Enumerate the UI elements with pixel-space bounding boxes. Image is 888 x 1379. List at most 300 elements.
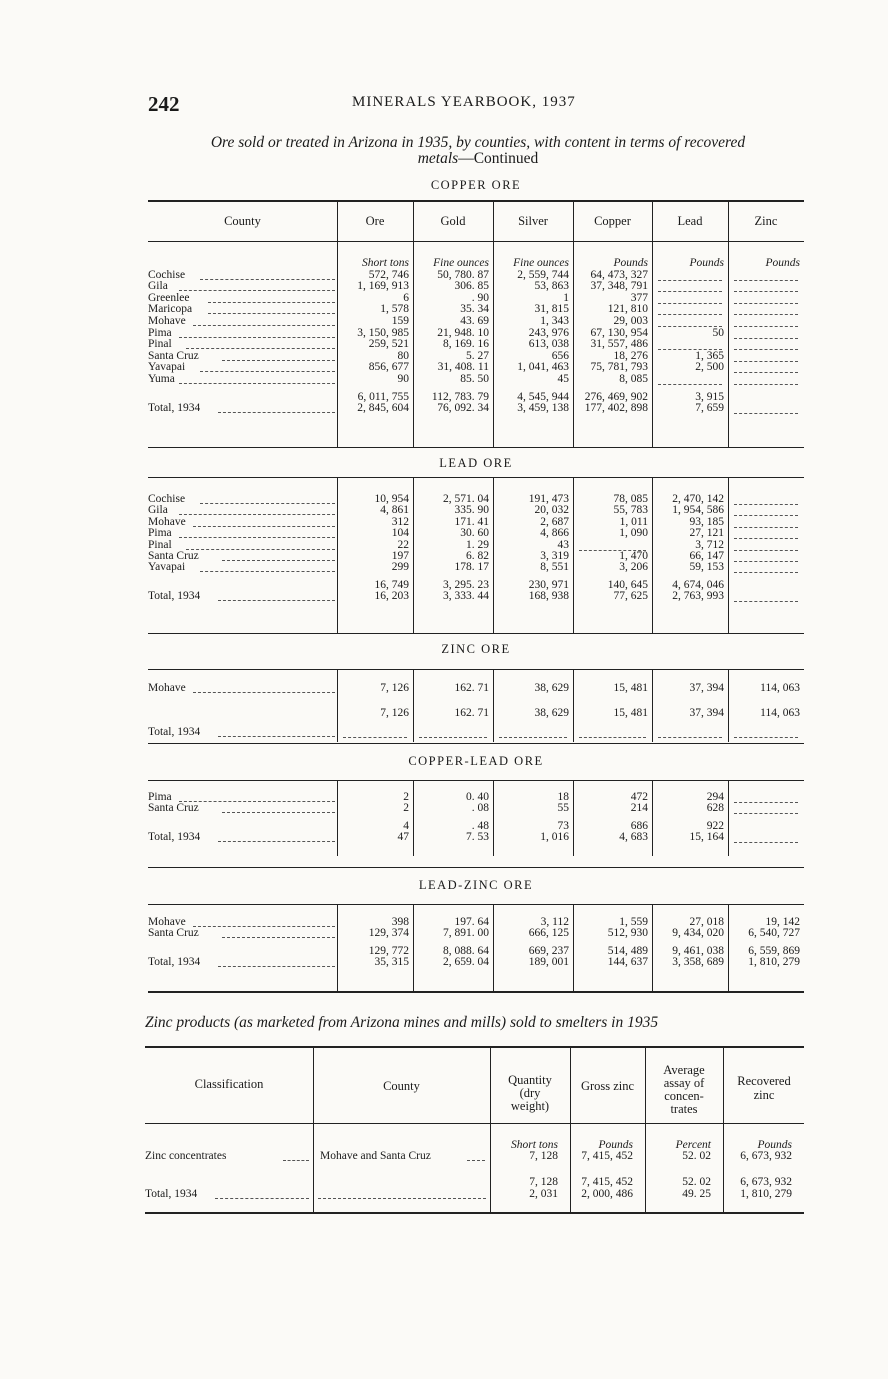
empty-cell-leader bbox=[734, 572, 798, 573]
total-1934-cell: 3, 459, 138 bbox=[517, 402, 569, 415]
column-divider bbox=[728, 904, 729, 992]
data-cell: 7, 128 bbox=[529, 1150, 558, 1162]
data-cell: 1, 559 bbox=[619, 916, 648, 928]
column-divider bbox=[728, 780, 729, 856]
empty-cell-leader bbox=[499, 737, 567, 738]
data-cell: 472 bbox=[630, 791, 648, 803]
column-divider bbox=[652, 477, 653, 633]
table-rule bbox=[148, 241, 804, 242]
county-name: Pima bbox=[148, 528, 172, 540]
table-title-italic: metals bbox=[417, 150, 459, 167]
data-cell: 2, 571. 04 bbox=[443, 493, 489, 505]
data-cell: 1, 365 bbox=[695, 349, 724, 362]
empty-cell-leader bbox=[343, 737, 407, 738]
empty-cell-leader bbox=[658, 303, 722, 304]
column-divider bbox=[413, 904, 414, 992]
data-cell: 3, 712 bbox=[695, 538, 724, 551]
empty-cell-leader bbox=[658, 291, 722, 292]
total-1934-cell: 2, 659. 04 bbox=[443, 956, 489, 969]
total-1934-cell: 168, 938 bbox=[528, 590, 569, 603]
total-1934-cell: 76, 092. 34 bbox=[437, 402, 489, 415]
total-1934-cell: 35, 315 bbox=[374, 956, 409, 969]
column-divider bbox=[337, 669, 338, 742]
total-1934-cell: 1, 016 bbox=[540, 831, 569, 844]
data-cell: 159 bbox=[391, 315, 409, 327]
total-1934-cell: 3, 358, 689 bbox=[672, 956, 724, 969]
county-name: Mohave bbox=[148, 683, 186, 694]
unit-label: Short tons bbox=[362, 257, 409, 269]
data-cell: 178. 17 bbox=[454, 561, 489, 574]
total-cell: 38, 629 bbox=[534, 707, 569, 719]
empty-cell-leader bbox=[734, 550, 798, 551]
total-cell: 162. 71 bbox=[454, 707, 489, 719]
data-cell: 29, 003 bbox=[613, 315, 648, 327]
unit-label: Fine ounces bbox=[513, 257, 569, 269]
section-title-copper: COPPER ORE bbox=[430, 178, 522, 192]
county-name: Mohave bbox=[148, 917, 186, 928]
column-divider bbox=[413, 200, 414, 448]
total-1934-cell: 16, 203 bbox=[374, 590, 409, 603]
county-name: Santa Cruz bbox=[148, 350, 199, 362]
row-leader bbox=[215, 1198, 309, 1199]
row-leader bbox=[208, 313, 335, 314]
data-cell: 59, 153 bbox=[689, 561, 724, 574]
data-cell: 2 bbox=[403, 802, 409, 815]
table-rule bbox=[148, 780, 804, 781]
data-cell: 93, 185 bbox=[689, 515, 724, 528]
empty-cell-leader bbox=[734, 515, 798, 516]
column-divider bbox=[573, 200, 574, 448]
total-1934-label: Total, 1934 bbox=[148, 403, 201, 415]
row-leader bbox=[200, 279, 335, 280]
total-1934-cell: 7. 53 bbox=[466, 831, 489, 844]
empty-cell-leader bbox=[734, 413, 798, 414]
data-cell: 294 bbox=[706, 791, 724, 803]
total-cell: 4 bbox=[403, 819, 409, 832]
data-cell: 121, 810 bbox=[607, 303, 648, 316]
data-cell: 377 bbox=[630, 291, 648, 304]
data-cell: 50, 780. 87 bbox=[437, 268, 489, 281]
empty-cell-leader bbox=[658, 384, 722, 385]
county-name: Gila bbox=[148, 281, 168, 293]
county-name: Santa Cruz bbox=[148, 928, 199, 940]
column-divider bbox=[337, 904, 338, 992]
column-divider bbox=[652, 904, 653, 992]
county-name: Yavapai bbox=[148, 362, 186, 374]
total-1934-label: Total, 1934 bbox=[148, 727, 201, 738]
unit-label: Pounds bbox=[765, 257, 800, 269]
data-cell: 30. 60 bbox=[460, 527, 489, 540]
data-cell: 4, 866 bbox=[540, 527, 569, 540]
row-leader bbox=[193, 526, 335, 527]
empty-cell-leader bbox=[734, 601, 798, 602]
column-divider bbox=[413, 477, 414, 633]
section-title-zinc: ZINC ORE bbox=[441, 642, 511, 656]
column-divider bbox=[573, 904, 574, 992]
data-cell: 104 bbox=[391, 527, 409, 540]
table-rule bbox=[148, 904, 804, 905]
table-title-line2 bbox=[148, 150, 808, 168]
column-divider bbox=[573, 669, 574, 742]
total-cell: 3, 295. 23 bbox=[443, 578, 489, 591]
table-rule bbox=[145, 1046, 804, 1048]
column-divider bbox=[573, 780, 574, 856]
data-cell: 1, 954, 586 bbox=[672, 504, 724, 517]
column-divider bbox=[337, 477, 338, 633]
county-name: Pima bbox=[148, 327, 172, 339]
data-cell: 0. 40 bbox=[466, 791, 489, 803]
data-cell: 27, 018 bbox=[689, 916, 724, 928]
total-cell: 129, 772 bbox=[368, 944, 409, 957]
county-name: Cochise bbox=[148, 269, 186, 281]
empty-cell-leader bbox=[579, 737, 646, 738]
county-name: Yavapai bbox=[148, 562, 186, 574]
row-leader bbox=[200, 571, 335, 572]
data-cell: 53, 863 bbox=[534, 280, 569, 293]
data-cell: 572, 746 bbox=[368, 268, 409, 281]
column-divider bbox=[493, 780, 494, 856]
total-1934-cell: 1, 810, 279 bbox=[740, 1188, 792, 1200]
data-cell: 18, 276 bbox=[613, 349, 648, 362]
county-name: Cochise bbox=[148, 494, 186, 505]
total-cell: 114, 063 bbox=[760, 707, 800, 719]
row-leader bbox=[193, 926, 335, 927]
empty-cell-leader bbox=[734, 813, 798, 814]
column-divider bbox=[493, 200, 494, 448]
row-leader bbox=[186, 549, 335, 550]
table-rule bbox=[148, 669, 804, 670]
column-header-gross-zinc: Gross zinc bbox=[580, 1079, 635, 1093]
page-number: 242 bbox=[148, 92, 180, 116]
unit-label: Pounds bbox=[757, 1139, 792, 1151]
data-cell: 2, 687 bbox=[540, 515, 569, 528]
total-cell: 8, 088. 64 bbox=[443, 944, 489, 957]
table-rule bbox=[145, 1212, 804, 1214]
column-header-assay-line: Average bbox=[663, 1063, 705, 1077]
row-leader bbox=[179, 383, 335, 384]
column-header-silver: Silver bbox=[518, 214, 548, 228]
column-divider bbox=[313, 1046, 314, 1212]
row-leader bbox=[222, 560, 335, 561]
county-name: Mohave bbox=[148, 516, 186, 528]
empty-cell-leader bbox=[734, 372, 798, 373]
column-header-quantity-line: (dry bbox=[519, 1086, 541, 1100]
data-cell: 27, 121 bbox=[689, 527, 724, 540]
data-cell: 1, 578 bbox=[380, 303, 409, 316]
row-leader bbox=[200, 371, 335, 372]
table-title-line1: Ore sold or treated in Arizona in 1935, by counties, with content in terms of recovered bbox=[210, 134, 746, 151]
unit-label: Percent bbox=[675, 1139, 711, 1151]
column-divider bbox=[573, 477, 574, 633]
data-cell: 6, 673, 932 bbox=[740, 1150, 792, 1162]
total-cell: . 48 bbox=[471, 819, 489, 832]
data-cell: 31, 557, 486 bbox=[590, 338, 648, 351]
data-cell: . 90 bbox=[471, 291, 489, 304]
column-header-county: County bbox=[383, 1079, 420, 1093]
total-1934-cell: 2, 763, 993 bbox=[672, 590, 724, 603]
row-leader bbox=[283, 1160, 309, 1161]
table-rule bbox=[148, 633, 804, 634]
data-cell: 8, 169. 16 bbox=[443, 338, 489, 351]
column-divider bbox=[493, 669, 494, 742]
column-header-recovered-zinc-line: Recovered zinc bbox=[737, 1074, 791, 1102]
data-cell: 38, 629 bbox=[534, 682, 569, 694]
data-cell: 55 bbox=[557, 802, 569, 815]
empty-cell-leader bbox=[658, 280, 722, 281]
total-cell: 686 bbox=[630, 819, 648, 832]
total-cell: 15, 481 bbox=[613, 707, 648, 719]
data-cell: 43 bbox=[557, 538, 569, 551]
empty-cell-leader bbox=[734, 291, 798, 292]
row-leader bbox=[218, 736, 335, 737]
empty-cell-leader bbox=[734, 842, 798, 843]
empty-cell-leader bbox=[734, 384, 798, 385]
total-1934-cell: 2, 845, 604 bbox=[357, 402, 409, 415]
data-cell: 7, 891. 00 bbox=[443, 927, 489, 940]
data-cell: 129, 374 bbox=[368, 927, 409, 940]
unit-label: Pounds bbox=[598, 1139, 633, 1151]
row-leader bbox=[179, 337, 335, 338]
total-1934-cell: 189, 001 bbox=[528, 956, 569, 969]
data-cell: 37, 348, 791 bbox=[590, 280, 648, 293]
data-cell: 214 bbox=[630, 802, 648, 815]
data-cell: 85. 50 bbox=[460, 373, 489, 385]
total-1934-label: Total, 1934 bbox=[145, 1189, 198, 1200]
data-cell: 64, 473, 327 bbox=[590, 268, 648, 281]
data-cell: 1, 090 bbox=[619, 527, 648, 540]
unit-label: Fine ounces bbox=[433, 257, 489, 269]
data-cell: 55, 783 bbox=[613, 504, 648, 517]
data-cell: 31, 815 bbox=[534, 303, 569, 316]
row-leader bbox=[467, 1160, 485, 1161]
column-divider bbox=[728, 200, 729, 448]
section-title-lead: LEAD ORE bbox=[439, 456, 513, 470]
column-divider bbox=[652, 669, 653, 742]
data-cell: 259, 521 bbox=[368, 338, 409, 351]
county-name: Maricopa bbox=[148, 304, 193, 316]
data-cell: 306. 85 bbox=[454, 280, 489, 293]
total-cell: 276, 469, 902 bbox=[584, 390, 648, 403]
data-cell: 3, 319 bbox=[540, 550, 569, 562]
empty-cell-leader bbox=[734, 280, 798, 281]
column-divider bbox=[413, 669, 414, 742]
table-rule bbox=[148, 991, 804, 993]
data-cell: 90 bbox=[397, 373, 409, 385]
column-header-county: County bbox=[224, 214, 261, 228]
data-cell: 21, 948. 10 bbox=[437, 326, 489, 339]
data-cell: 20, 032 bbox=[534, 504, 569, 517]
total-cell: 4, 674, 046 bbox=[672, 578, 724, 591]
data-cell: 1, 169, 913 bbox=[357, 280, 409, 293]
total-cell: 6, 011, 755 bbox=[357, 390, 409, 403]
total-cell: 230, 971 bbox=[528, 578, 569, 591]
data-cell: . 08 bbox=[471, 802, 489, 815]
data-cell: 114, 063 bbox=[760, 682, 800, 694]
unit-label: Pounds bbox=[689, 257, 724, 269]
column-divider bbox=[728, 477, 729, 633]
row-leader bbox=[218, 841, 335, 842]
column-header-lead: Lead bbox=[677, 214, 703, 228]
data-cell: 8, 551 bbox=[540, 561, 569, 574]
total-cell: 73 bbox=[557, 819, 569, 832]
empty-cell-leader bbox=[734, 326, 798, 327]
data-cell: 2, 470, 142 bbox=[672, 493, 724, 505]
county-name: Yuma bbox=[148, 374, 175, 385]
total-cell: 16, 749 bbox=[374, 578, 409, 591]
column-header-gold: Gold bbox=[440, 214, 466, 228]
data-cell: 7, 126 bbox=[380, 682, 409, 694]
column-header-assay-line: trates bbox=[670, 1102, 698, 1116]
column-divider bbox=[652, 200, 653, 448]
county-name: Santa Cruz bbox=[148, 551, 199, 562]
data-cell: 66, 147 bbox=[689, 550, 724, 562]
column-divider bbox=[652, 780, 653, 856]
data-cell: 52. 02 bbox=[682, 1150, 711, 1162]
empty-cell-leader bbox=[734, 338, 798, 339]
total-1934-cell: 77, 625 bbox=[613, 590, 648, 603]
data-cell: 666, 125 bbox=[528, 927, 569, 940]
row-leader bbox=[218, 412, 335, 413]
total-cell: 7, 128 bbox=[529, 1176, 558, 1188]
row-leader bbox=[179, 801, 335, 802]
data-cell: 335. 90 bbox=[454, 504, 489, 517]
column-header-ore: Ore bbox=[365, 214, 385, 228]
data-cell: 613, 038 bbox=[528, 338, 569, 351]
total-1934-cell: 47 bbox=[397, 831, 409, 844]
total-1934-cell: 1, 810, 279 bbox=[748, 956, 800, 969]
data-cell: 19, 142 bbox=[765, 916, 800, 928]
column-divider bbox=[493, 477, 494, 633]
county-name: Pima bbox=[148, 792, 172, 803]
total-cell: 112, 783. 79 bbox=[431, 390, 489, 403]
data-cell: 656 bbox=[551, 349, 569, 362]
row-leader bbox=[222, 812, 335, 813]
row-leader bbox=[222, 937, 335, 938]
data-cell: 6. 82 bbox=[466, 550, 489, 562]
county-name: Greenlee bbox=[148, 292, 190, 304]
row-leader bbox=[218, 966, 335, 967]
data-cell: 67, 130, 954 bbox=[590, 326, 648, 339]
empty-cell-leader bbox=[419, 737, 487, 738]
data-cell: 22 bbox=[397, 538, 409, 551]
empty-cell-leader bbox=[734, 538, 798, 539]
empty-cell-leader bbox=[734, 361, 798, 362]
data-cell: 299 bbox=[391, 561, 409, 574]
total-1934-label: Total, 1934 bbox=[148, 591, 201, 603]
empty-cell-leader bbox=[734, 314, 798, 315]
data-cell: 8, 085 bbox=[619, 373, 648, 385]
total-cell: 4, 545, 944 bbox=[517, 390, 569, 403]
total-cell: 37, 394 bbox=[689, 707, 724, 719]
data-cell: 35. 34 bbox=[460, 303, 489, 316]
data-cell: 191, 473 bbox=[528, 493, 569, 505]
data-cell: 243, 976 bbox=[528, 326, 569, 339]
unit-label: Pounds bbox=[613, 257, 648, 269]
row-leader bbox=[318, 1198, 486, 1199]
empty-cell-leader bbox=[734, 303, 798, 304]
column-header-classification: Classification bbox=[194, 1077, 264, 1091]
data-cell: 43. 69 bbox=[460, 315, 489, 327]
data-cell: 171. 41 bbox=[454, 515, 489, 528]
total-cell: 922 bbox=[706, 819, 724, 832]
total-1934-cell: 144, 637 bbox=[607, 956, 648, 969]
data-cell: 3, 206 bbox=[619, 561, 648, 574]
total-cell: 3, 915 bbox=[695, 390, 724, 403]
data-cell: 2, 500 bbox=[695, 361, 724, 374]
empty-cell-leader bbox=[734, 802, 798, 803]
column-header-assay-line: assay of bbox=[663, 1076, 705, 1090]
total-1934-cell: 4, 683 bbox=[619, 831, 648, 844]
total-1934-cell: 2, 000, 486 bbox=[581, 1188, 633, 1200]
running-head: MINERALS YEARBOOK, 1937 bbox=[352, 94, 576, 110]
empty-cell-leader bbox=[658, 737, 722, 738]
data-cell: 50 bbox=[712, 326, 724, 339]
data-cell: 197 bbox=[391, 550, 409, 562]
data-cell: 80 bbox=[397, 349, 409, 362]
data-cell: 75, 781, 793 bbox=[590, 361, 648, 374]
row-leader bbox=[179, 537, 335, 538]
empty-cell-leader bbox=[734, 349, 798, 350]
row-leader bbox=[179, 290, 335, 291]
table-rule bbox=[145, 1123, 804, 1124]
data-cell: 312 bbox=[391, 515, 409, 528]
data-cell: 7, 415, 452 bbox=[581, 1150, 633, 1162]
county-name: Santa Cruz bbox=[148, 803, 199, 815]
data-cell: 15, 481 bbox=[613, 682, 648, 694]
column-divider bbox=[337, 780, 338, 856]
data-cell: 45 bbox=[557, 373, 569, 385]
total-cell: 669, 237 bbox=[528, 944, 569, 957]
column-divider bbox=[337, 200, 338, 448]
classification-name: Zinc concentrates bbox=[145, 1151, 227, 1162]
data-cell: 398 bbox=[391, 916, 409, 928]
unit-label: Short tons bbox=[511, 1139, 558, 1151]
data-cell: 3, 112 bbox=[540, 916, 569, 928]
total-cell: 52. 02 bbox=[682, 1176, 711, 1188]
data-cell: 197. 64 bbox=[454, 916, 489, 928]
data-cell: 628 bbox=[706, 802, 724, 815]
county-name: Gila bbox=[148, 505, 168, 517]
section-title-lead-zinc: LEAD-ZINC ORE bbox=[418, 878, 534, 892]
column-divider bbox=[728, 669, 729, 742]
empty-cell-leader bbox=[734, 561, 798, 562]
column-header-quantity-line: Quantity bbox=[508, 1073, 552, 1087]
total-cell: 7, 126 bbox=[380, 707, 409, 719]
total-1934-label: Total, 1934 bbox=[148, 957, 201, 969]
county-name: Pinal bbox=[148, 339, 172, 351]
total-cell: 6, 559, 869 bbox=[748, 944, 800, 957]
row-leader bbox=[193, 325, 335, 326]
data-cell: 6, 540, 727 bbox=[748, 927, 800, 940]
total-cell: 514, 489 bbox=[607, 944, 648, 957]
data-cell: 18 bbox=[557, 791, 569, 803]
data-cell: 9, 434, 020 bbox=[672, 927, 724, 940]
county-name: Pinal bbox=[148, 539, 172, 551]
row-leader bbox=[218, 600, 335, 601]
empty-cell-leader bbox=[734, 737, 798, 738]
table-rule bbox=[148, 200, 804, 202]
total-1934-cell: 7, 659 bbox=[695, 402, 724, 415]
row-leader bbox=[179, 514, 335, 515]
row-leader bbox=[208, 302, 335, 303]
row-leader bbox=[186, 348, 335, 349]
data-cell: 10, 954 bbox=[374, 493, 409, 505]
table-rule bbox=[148, 447, 804, 448]
table-rule bbox=[148, 867, 804, 868]
data-cell: 1, 470 bbox=[619, 550, 648, 562]
data-cell: 1 bbox=[563, 291, 569, 304]
data-cell: 2, 559, 744 bbox=[517, 268, 569, 281]
